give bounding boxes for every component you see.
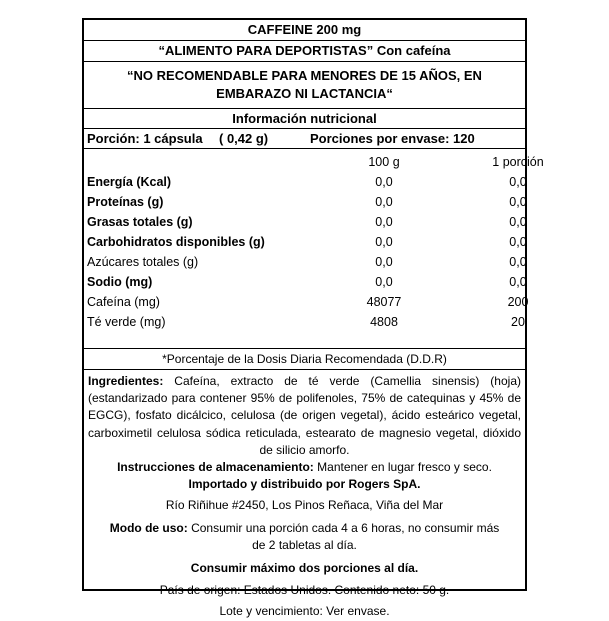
nutrient-name: Proteínas (g): [87, 195, 164, 209]
nutrient-name: Sodio (mg): [87, 275, 153, 289]
nutrient-name: Cafeína (mg): [87, 295, 160, 309]
max-consumption: Consumir máximo dos porciones al día.: [190, 561, 419, 576]
nutrient-value-100g: 0,0: [375, 175, 393, 189]
nutrient-row: [84, 292, 529, 312]
age-warning-text: “NO RECOMENDABLE PARA MENORES DE 15 AÑOS, EN EMBARAZO NI LACTANCIA“: [127, 68, 482, 101]
servings-per-container: Porciones por envase: 120: [310, 131, 475, 146]
nutrition-label: [82, 18, 544, 619]
nutrient-value-100g: 48077: [366, 295, 402, 309]
column-per-portion: 1 porción: [492, 155, 544, 169]
nutrient-value-portion: 0,0: [509, 175, 527, 189]
nutrient-name: Energía (Kcal): [87, 175, 172, 189]
product-info: [88, 373, 521, 621]
nutrient-value-portion: 20: [511, 315, 525, 329]
nutrition-header-text: Información nutricional: [232, 111, 377, 126]
nutrient-row: [84, 172, 525, 192]
nutrient-row: [84, 252, 525, 272]
nutrient-value-100g: 4808: [370, 315, 398, 329]
nutrient-value-portion: 0,0: [509, 215, 527, 229]
nutrient-value-portion: 0,0: [509, 255, 527, 269]
column-per-100: 100 g: [368, 155, 400, 169]
ingredients-text: Cafeína, extracto de té verde (Camellia sinensis) (hoja) (estandarizado para contener 95% de polifenoles, 75% de catequinas y 45% de EGCG), fosfato dicálcico, celulosa (de origen vegetal), ácido esteárico vegetal, carboximetil celulosa sódica reticulada, estearato de magnesio vegetal, dióxido de silicio amorfo.: [88, 374, 521, 457]
nutrient-name: Té verde (mg): [87, 315, 166, 329]
nutrient-value-100g: 0,0: [375, 255, 393, 269]
nutrient-name: Azúcares totales (g): [87, 255, 199, 269]
ingredients-label: Ingredientes:: [88, 374, 164, 388]
address: Río Riñihue #2450, Los Pinos Reñaca, Viña del Mar: [165, 498, 444, 513]
nutrient-value-100g: 0,0: [375, 275, 393, 289]
nutrient-value-portion: 200: [507, 295, 529, 309]
age-warning: [84, 62, 525, 109]
product-subtitle-text: “ALIMENTO PARA DEPORTISTAS” Con cafeína: [158, 43, 451, 58]
origin: País de origen: Estados Unidos. Contenido neto: 50 g.: [159, 583, 450, 598]
nutrition-header: [84, 109, 525, 129]
product-subtitle: [84, 41, 525, 62]
footnote: [84, 349, 525, 370]
usage-label: Modo de uso:: [109, 520, 188, 535]
serving-weight: ( 0,42 g): [219, 131, 269, 146]
storage-instructions: [88, 459, 521, 476]
storage-label: Instrucciones de almacenamiento:: [117, 460, 314, 475]
nutrient-table: [84, 149, 544, 349]
product-title-text: CAFFEINE 200 mg: [247, 22, 362, 37]
nutrient-row: [84, 192, 525, 212]
ingredients: [88, 373, 521, 459]
storage-text: Mantener en lugar fresco y seco.: [313, 460, 492, 475]
nutrient-row: [84, 232, 525, 252]
product-title: [84, 20, 525, 41]
nutrient-value-portion: 0,0: [509, 275, 527, 289]
nutrient-value-100g: 0,0: [375, 195, 393, 209]
nutrient-value-portion: 0,0: [509, 195, 527, 209]
usage: [88, 520, 521, 554]
nutrient-row: [84, 312, 525, 332]
nutrient-value-portion: 0,0: [509, 235, 527, 249]
serving-size: Porción: 1 cápsula: [87, 131, 203, 146]
importer: Importado y distribuido por Rogers SpA.: [188, 477, 421, 492]
nutrient-name: Carbohidratos disponibles (g): [87, 235, 265, 249]
nutrient-value-100g: 0,0: [375, 235, 393, 249]
nutrient-value-100g: 0,0: [375, 215, 393, 229]
lot: Lote y vencimiento: Ver envase.: [219, 604, 390, 619]
nutrient-row: [84, 272, 525, 292]
nutrient-name: Grasas totales (g): [87, 215, 193, 229]
usage-text: Consumir una porción cada 4 a 6 horas, no consumir más de 2 tabletas al día.: [187, 520, 500, 552]
nutrient-row: [84, 212, 525, 232]
footnote-text: *Porcentaje de la Dosis Diaria Recomendada (D.D.R): [162, 352, 447, 366]
column-headers: [84, 152, 544, 172]
serving-info: [84, 129, 525, 149]
